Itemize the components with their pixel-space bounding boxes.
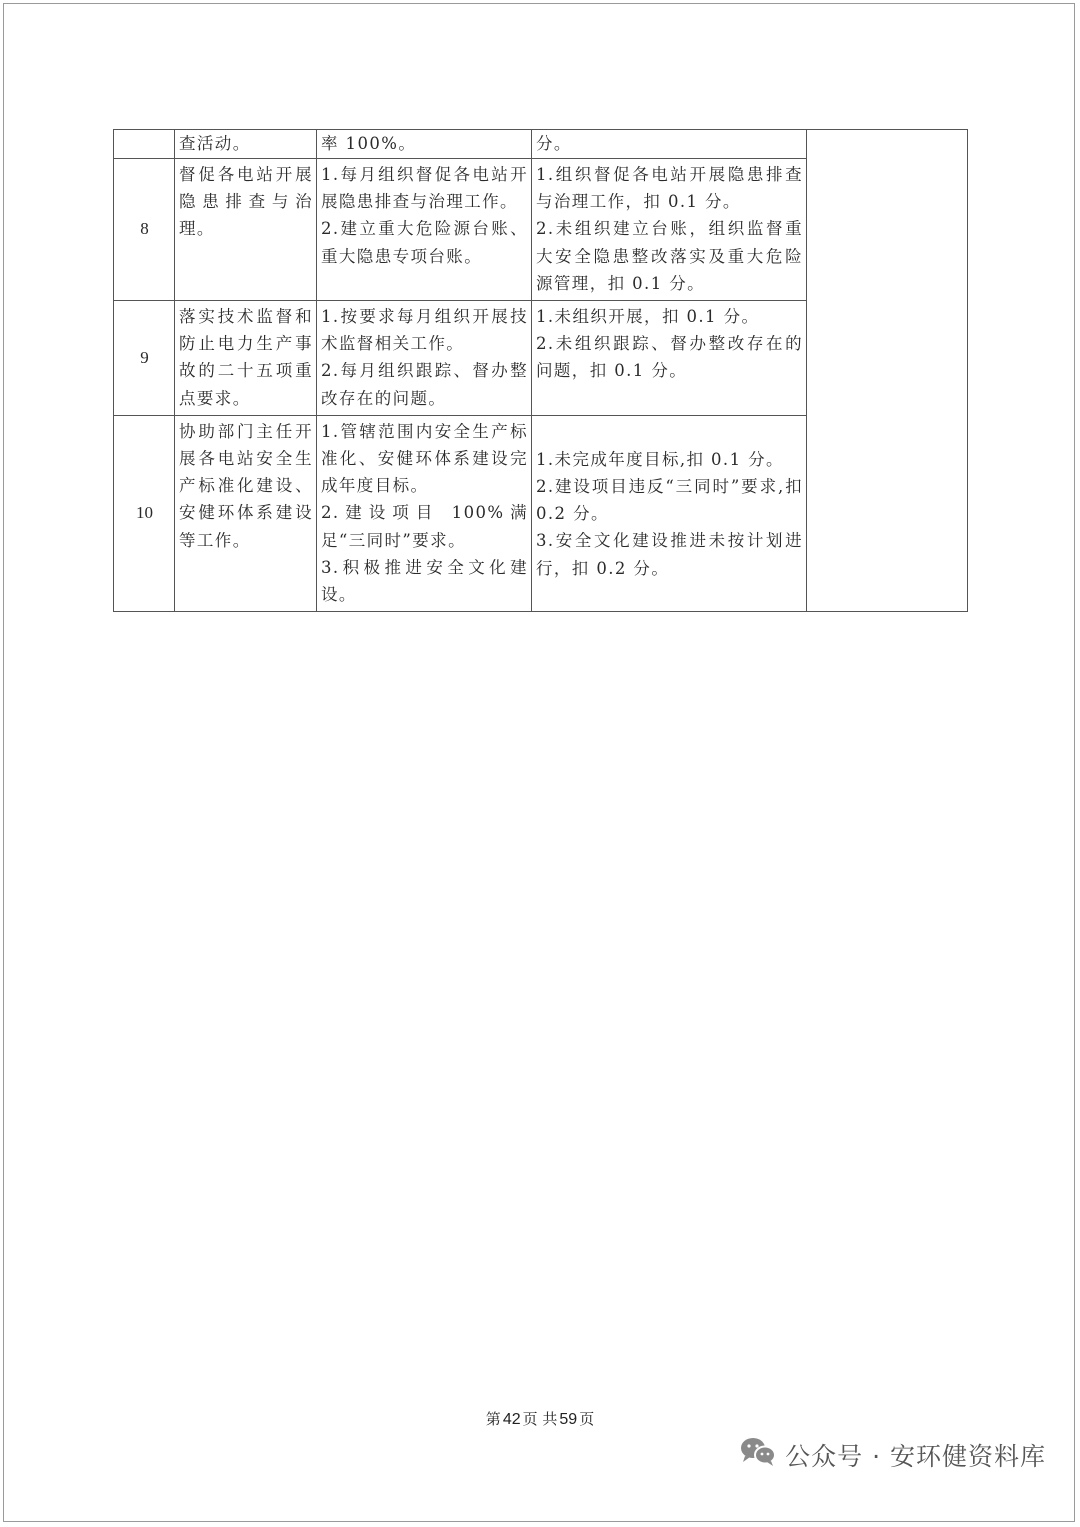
row-number <box>114 130 175 159</box>
criteria-text: 1.未完成年度目标,扣 0.1 分。 <box>536 449 784 469</box>
standard-cell <box>317 415 532 611</box>
footer-middle: 页 共 <box>522 1410 558 1428</box>
remarks-cell <box>807 130 968 612</box>
item-text: 督促各电站开展隐患排查与治理。 <box>179 165 313 239</box>
assessment-table <box>113 129 968 612</box>
standard-text: 2.建设项目 100%满足“三同时”要求。 <box>321 503 528 550</box>
criteria-cell <box>532 159 807 301</box>
criteria-text: 3.安全文化建设推进未按计划进行，扣 0.2 分。 <box>536 531 803 578</box>
watermark-text: 公众号 · 安环健资料库 <box>785 1442 1046 1471</box>
item-text: 落实技术监督和防止电力生产事故的二十五项重点要求。 <box>179 307 313 408</box>
standard-text: 1.管辖范围内安全生产标准化、安健环体系建设完成年度目标。 <box>321 421 528 496</box>
standard-cell <box>317 130 532 159</box>
criteria-cell <box>532 415 807 611</box>
standard-text: 2.每月组织跟踪、督办整改存在的问题。 <box>321 361 528 408</box>
row-number: 10 <box>114 415 175 611</box>
footer-suffix: 页 <box>579 1410 595 1428</box>
standard-text: 3.积极推进安全文化建设。 <box>321 557 528 605</box>
standard-text: 1.按要求每月组织开展技术监督相关工作。 <box>321 307 528 354</box>
criteria-cell <box>532 301 807 416</box>
item-text: 查活动。 <box>179 134 251 153</box>
item-cell <box>175 159 317 301</box>
wechat-icon <box>739 1436 785 1474</box>
row-number: 8 <box>114 159 175 301</box>
criteria-text: 2.建设项目违反“三同时”要求,扣 0.2 分。 <box>536 477 803 524</box>
page-footer <box>0 1408 1080 1429</box>
standard-cell <box>317 301 532 416</box>
table-row <box>114 130 968 159</box>
item-cell <box>175 415 317 611</box>
standard-text: 率 100%。 <box>321 134 417 153</box>
standard-cell <box>317 159 532 301</box>
item-text: 协助部门主任开展各电站安全生产标准化建设、安健环体系建设等工作。 <box>179 421 313 550</box>
item-cell <box>175 301 317 416</box>
item-cell <box>175 130 317 159</box>
row-number: 9 <box>114 301 175 416</box>
criteria-cell <box>532 130 807 159</box>
current-page-number: 42 <box>502 1411 521 1428</box>
footer-prefix: 第 <box>485 1410 501 1428</box>
standard-text: 1.每月组织督促各电站开展隐患排查与治理工作。 <box>321 165 528 212</box>
total-page-number: 59 <box>559 1411 578 1428</box>
criteria-text: 1.未组织开展，扣 0.1 分。 <box>536 307 760 327</box>
standard-text: 2.建立重大危险源台账、重大隐患专项台账。 <box>321 219 528 266</box>
criteria-text: 分。 <box>536 134 572 153</box>
criteria-text: 2.未组织跟踪、督办整改存在的问题，扣 0.1 分。 <box>536 334 803 381</box>
criteria-text: 2.未组织建立台账，组织监督重大安全隐患整改落实及重大危险源管理，扣 0.1 分。 <box>536 219 803 293</box>
watermark <box>739 1438 1046 1472</box>
criteria-text: 1.组织督促各电站开展隐患排查与治理工作，扣 0.1 分。 <box>536 165 803 212</box>
